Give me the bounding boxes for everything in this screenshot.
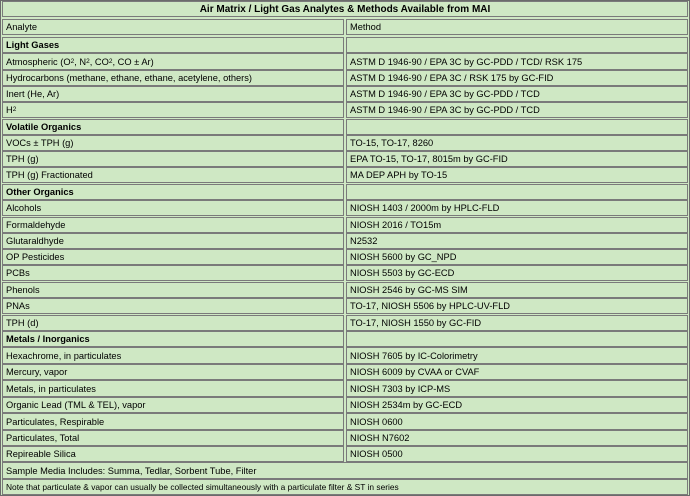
analyte-cell: H 2 (2, 102, 344, 118)
analyte-cell: TPH (g) Fractionated (2, 167, 344, 183)
method-cell: NIOSH N7602 (346, 430, 688, 446)
analyte-cell: PCBs (2, 265, 344, 281)
table-row (1, 282, 689, 298)
analyte-cell: Phenols (2, 282, 344, 298)
analyte-cell: Mercury, vapor (2, 364, 344, 380)
section-method-blank (346, 37, 688, 53)
table-row (1, 315, 689, 331)
table-row (1, 397, 689, 413)
analyte-cell: Particulates, Total (2, 430, 344, 446)
analyte-cell: Hexachrome, in particulates (2, 347, 344, 364)
analyte-cell: Atmospheric (O 2 , N 2 , CO 2 , CO ± Ar) (2, 53, 344, 70)
method-cell: NIOSH 2546 by GC-MS SIM (346, 282, 688, 298)
analyte-cell: Hydrocarbons (methane, ethane, ethane, acetylene, others) (2, 70, 344, 86)
table-row (1, 298, 689, 314)
footnote-row (1, 479, 689, 495)
collection-footnote: Note that particulate & vapor can usually be collected simultaneously with a particulate filter & ST in series (2, 479, 688, 495)
section-row (1, 184, 689, 200)
method-cell: NIOSH 7303 by ICP-MS (346, 380, 688, 397)
method-cell: NIOSH 5600 by GC_NPD (346, 249, 688, 265)
table-row (1, 430, 689, 446)
table-row (1, 347, 689, 364)
section-row (1, 37, 689, 53)
analyte-column-header: Analyte (2, 19, 344, 35)
method-cell: ASTM D 1946-90 / EPA 3C / RSK 175 by GC-FID (346, 70, 688, 86)
section-title: Volatile Organics (2, 119, 344, 135)
method-cell: N2532 (346, 233, 688, 249)
analyte-cell: TPH (g) (2, 151, 344, 167)
section-method-blank (346, 119, 688, 135)
method-cell: ASTM D 1946-90 / EPA 3C by GC-PDD / TCD (346, 102, 688, 118)
method-cell: TO-17, NIOSH 5506 by HPLC-UV-FLD (346, 298, 688, 314)
method-cell: TO-15, TO-17, 8260 (346, 135, 688, 151)
table-row (1, 446, 689, 462)
section-method-blank (346, 184, 688, 200)
table-row (1, 86, 689, 102)
table-row (1, 151, 689, 167)
table-row (1, 364, 689, 380)
section-title: Metals / Inorganics (2, 331, 344, 347)
method-column-header: Method (346, 19, 688, 35)
analyte-cell: Organic Lead (TML & TEL), vapor (2, 397, 344, 413)
table-row (1, 217, 689, 233)
method-cell: NIOSH 7605 by IC-Colorimetry (346, 347, 688, 364)
method-cell: NIOSH 0600 (346, 413, 688, 430)
table-row (1, 233, 689, 249)
analyte-cell: Alcohols (2, 200, 344, 216)
method-cell: ASTM D 1946-90 / EPA 3C by GC-PDD / TCD (346, 86, 688, 102)
analyte-cell: TPH (d) (2, 315, 344, 331)
table-row (1, 102, 689, 118)
method-cell: NIOSH 1403 / 2000m by HPLC-FLD (346, 200, 688, 216)
method-cell: NIOSH 5503 by GC-ECD (346, 265, 688, 281)
table-row (1, 265, 689, 281)
analyte-cell: OP Pesticides (2, 249, 344, 265)
header-row (1, 19, 689, 35)
method-cell: EPA TO-15, TO-17, 8015m by GC-FID (346, 151, 688, 167)
analyte-cell: Particulates, Respirable (2, 413, 344, 430)
analyte-cell: Formaldehyde (2, 217, 344, 233)
section-method-blank (346, 331, 688, 347)
analyte-cell: Inert (He, Ar) (2, 86, 344, 102)
table-row (1, 70, 689, 86)
sample-media-note: Sample Media Includes: Summa, Tedlar, Sorbent Tube, Filter (2, 462, 688, 479)
method-cell: NIOSH 2016 / TO15m (346, 217, 688, 233)
sample-media-row (1, 462, 689, 479)
table-row (1, 167, 689, 183)
analyte-cell: PNAs (2, 298, 344, 314)
table-row (1, 413, 689, 430)
table-title-row (1, 1, 689, 17)
section-title: Light Gases (2, 37, 344, 53)
method-cell: MA DEP APH by TO-15 (346, 167, 688, 183)
table-row (1, 380, 689, 397)
table-title: Air Matrix / Light Gas Analytes & Methods Available from MAI (2, 1, 688, 17)
method-cell: ASTM D 1946-90 / EPA 3C by GC-PDD / TCD/ RSK 175 (346, 53, 688, 70)
analyte-cell: Metals, in particulates (2, 380, 344, 397)
section-row (1, 331, 689, 347)
section-title: Other Organics (2, 184, 344, 200)
analyte-cell: Glutaraldhyde (2, 233, 344, 249)
method-cell: NIOSH 0500 (346, 446, 688, 462)
method-cell: TO-17, NIOSH 1550 by GC-FID (346, 315, 688, 331)
method-cell: NIOSH 6009 by CVAA or CVAF (346, 364, 688, 380)
table-row (1, 200, 689, 216)
table-row (1, 53, 689, 70)
analyte-cell: Repireable Silica (2, 446, 344, 462)
table-row (1, 249, 689, 265)
analyte-cell: VOCs ± TPH (g) (2, 135, 344, 151)
method-cell: NIOSH 2534m by GC-ECD (346, 397, 688, 413)
section-row (1, 119, 689, 135)
table-row (1, 135, 689, 151)
